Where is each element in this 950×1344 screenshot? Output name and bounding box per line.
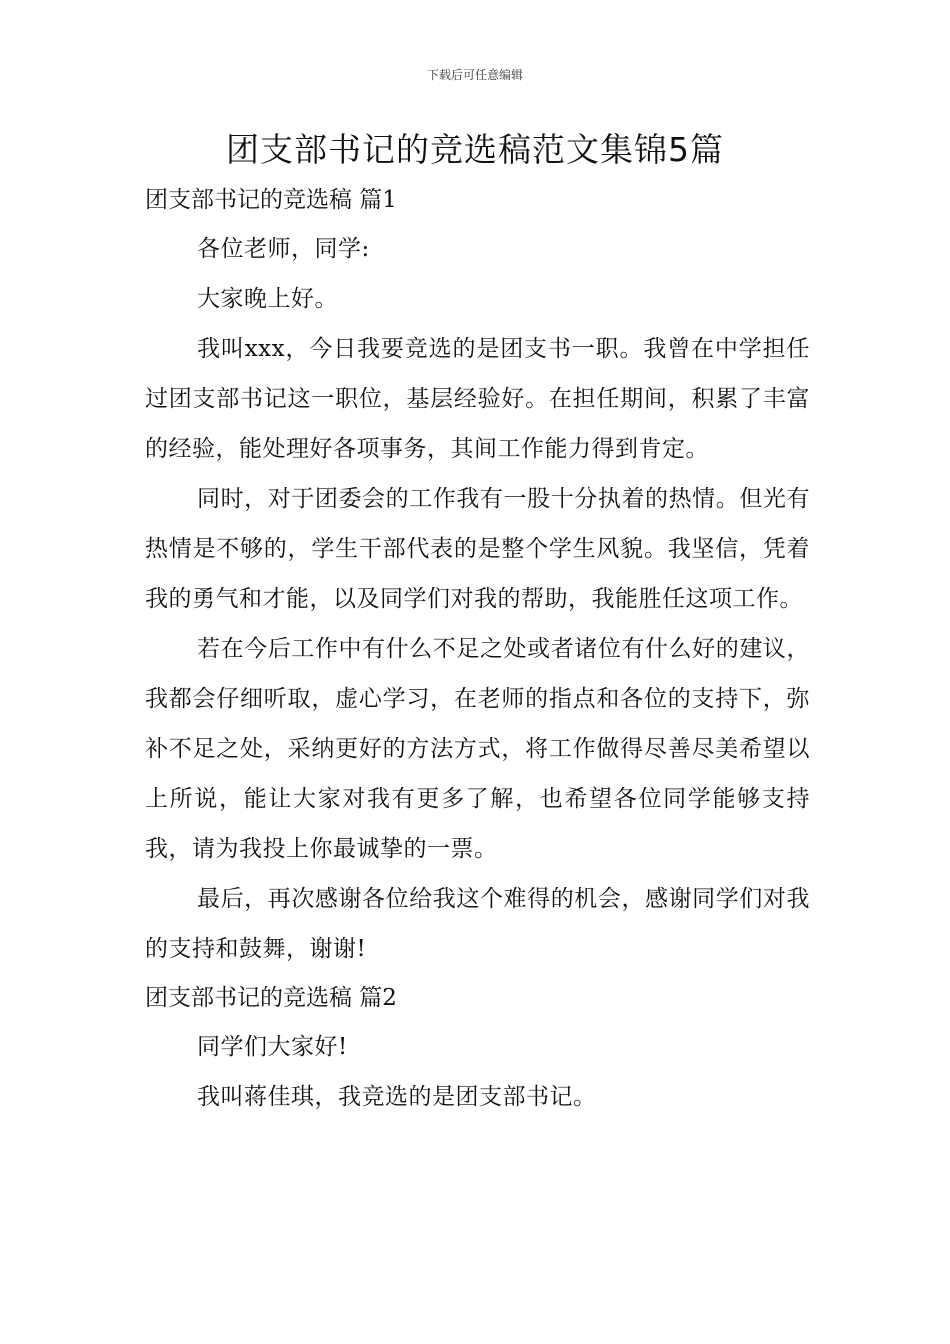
paragraph-enthusiasm: 同时，对于团委会的工作我有一股十分执着的热情。但光有热情是不够的，学生干部代表的是整个学生风貌。我坚信，凭着我的勇气和才能，以及同学们对我的帮助，我能胜任这项工作。 [145, 486, 810, 612]
paragraph-greeting: 各位老师，同学: [197, 236, 370, 262]
section-heading-2: 团支部书记的竞选稿 篇2 [145, 985, 397, 1011]
header-note: 下载后可任意编辑 [426, 68, 523, 82]
paragraph-introduction-2: 我叫蒋佳琪，我竞选的是团支部书记。 [197, 1084, 597, 1110]
paragraph-evening-greeting: 大家晚上好。 [197, 286, 338, 312]
section-heading-1: 团支部书记的竞选稿 篇1 [145, 187, 397, 213]
document-title: 团支部书记的竞选稿范文集锦5篇 [226, 130, 724, 169]
paragraph-greeting-2: 同学们大家好! [197, 1034, 348, 1060]
document-body [145, 176, 810, 1122]
paragraph-closing: 最后，再次感谢各位给我这个难得的机会，感谢同学们对我的支持和鼓舞，谢谢! [145, 886, 810, 962]
paragraph-suggestions: 若在今后工作中有什么不足之处或者诸位有什么好的建议，我都会仔细听取，虚心学习，在老师的指点和各位的支持下，弥补不足之处，采纳更好的方法方式，将工作做得尽善尽美希望以上所说，能让大家对我有更多了解，也希望各位同学能够支持我，请为我投上你最诚挚的一票。 [145, 636, 810, 862]
paragraph-introduction: 我叫xxx，今日我要竞选的是团支书一职。我曾在中学担任过团支部书记这一职位，基层经验好。在担任期间，积累了丰富的经验，能处理好各项事务，其间工作能力得到肯定。 [145, 336, 810, 462]
